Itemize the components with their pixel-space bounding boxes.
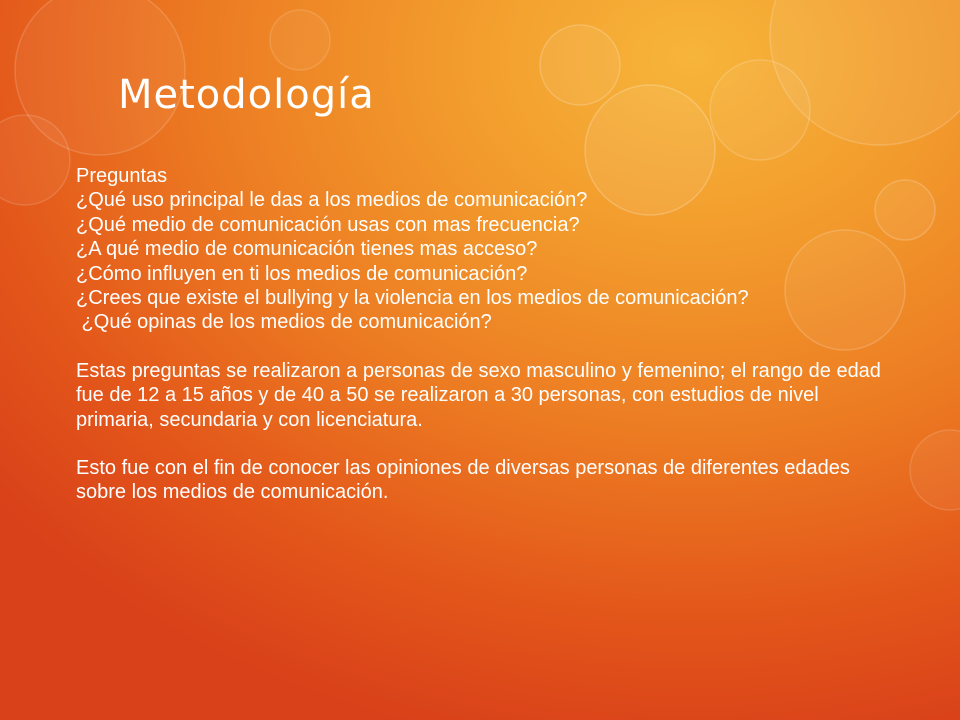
slide-title: Metodología [118,72,375,118]
question-item: ¿Crees que existe el bullying y la violencia en los medios de comunicación? [76,287,749,310]
bubble [540,25,620,105]
method-paragraph: Estas preguntas se realizaron a personas de sexo masculino y femenino; el rango de edad fue de 12 a 15 años y de 40 a 50 se realizaron a 30 personas, con estudios de nivel primaria, secundaria y con licenciatura. [76,359,881,431]
spacer [76,432,896,456]
bubble [710,60,810,160]
question-item: ¿Qué uso principal le das a los medios de comunicación? [76,189,588,212]
question-item: ¿A qué medio de comunicación tienes mas acceso? [76,238,538,261]
question-item: ¿Qué opinas de los medios de comunicación? [76,311,492,334]
purpose-paragraph: Esto fue con el fin de conocer las opiniones de diversas personas de diferentes edades sobre los medios de comunicación. [76,457,850,504]
bubble [270,10,330,70]
bubble [910,430,960,510]
question-item: ¿Qué medio de comunicación usas con mas frecuencia? [76,213,580,236]
question-item: ¿Cómo influyen en ti los medios de comunicación? [76,262,528,285]
questions-heading: Preguntas [76,165,168,187]
spacer [76,335,896,359]
slide-body [76,164,896,505]
